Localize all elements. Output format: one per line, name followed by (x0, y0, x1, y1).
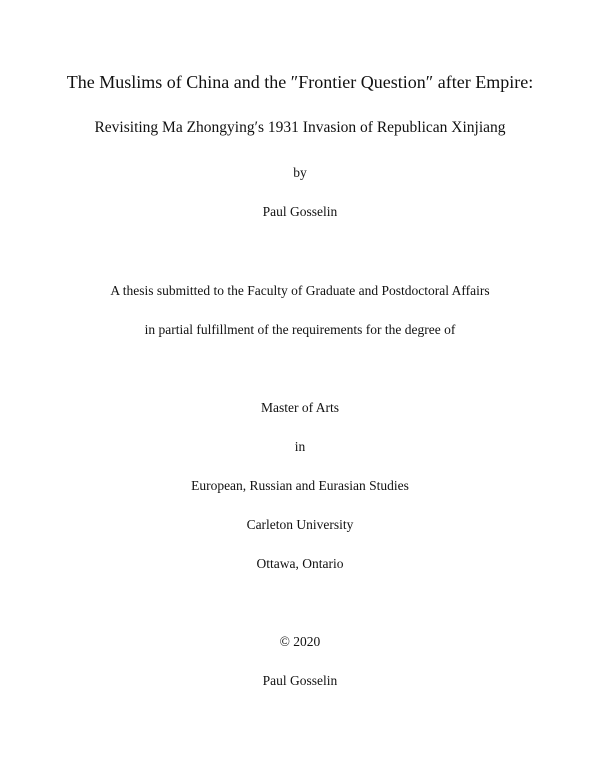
submission-statement-line-1: A thesis submitted to the Faculty of Graduate and Postdoctoral Affairs (110, 283, 490, 298)
degree-name: Master of Arts (261, 400, 339, 415)
copyright-holder: Paul Gosselin (262, 673, 338, 688)
thesis-title: The Muslims of China and the ″Frontier Question″ after Empire: (66, 72, 534, 92)
submission-statement-line-2: in partial fulfillment of the requirements for the degree of (144, 322, 456, 337)
in-label: in (294, 439, 306, 454)
program-name: European, Russian and Eurasian Studies (191, 478, 409, 493)
university-location: Ottawa, Ontario (256, 556, 344, 571)
author-name: Paul Gosselin (262, 204, 338, 219)
thesis-subtitle: Revisiting Ma Zhongying′s 1931 Invasion of Republican Xinjiang (94, 119, 506, 136)
by-label: by (293, 165, 307, 180)
copyright-notice: © 2020 (279, 634, 321, 649)
university-name: Carleton University (246, 517, 354, 532)
